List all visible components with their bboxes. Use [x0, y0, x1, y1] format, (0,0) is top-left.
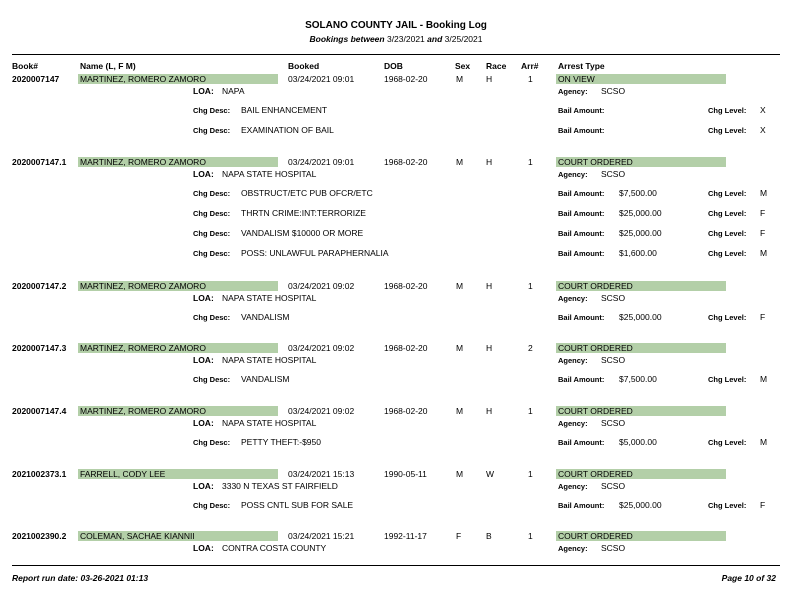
sex: M	[456, 157, 464, 167]
book-number: 2020007147.2	[12, 281, 67, 291]
bail-amount: $25,000.00	[619, 208, 662, 218]
col-race: Race	[486, 61, 507, 71]
arrest-type: COURT ORDERED	[556, 343, 726, 353]
col-arrest-type: Arrest Type	[558, 61, 605, 71]
booked-datetime: 03/24/2021 15:13	[288, 469, 355, 479]
arrest-number: 1	[528, 157, 533, 167]
date-of-birth: 1990-05-11	[384, 469, 427, 479]
agency-value: SCSO	[601, 86, 626, 96]
subtitle-prefix: Bookings between	[309, 34, 385, 44]
agency-label: Agency:	[558, 170, 588, 179]
charge-level: F	[760, 228, 766, 238]
booked-datetime: 03/24/2021 09:02	[288, 406, 355, 416]
sex: M	[456, 469, 464, 479]
arrest-type: COURT ORDERED	[556, 281, 726, 291]
charge-description: VANDALISM $10000 OR MORE	[241, 228, 364, 238]
start-date: 3/23/2021	[386, 34, 425, 44]
arrest-type: ON VIEW	[556, 74, 726, 84]
chg-desc-label: Chg Desc:	[193, 209, 231, 218]
date-of-birth: 1968-02-20	[384, 343, 428, 353]
bail-amount-label: Bail Amount:	[558, 106, 605, 115]
agency-value: SCSO	[601, 293, 626, 303]
bail-amount-label: Bail Amount:	[558, 249, 605, 258]
arrest-number: 1	[528, 531, 533, 541]
col-dob: DOB	[384, 61, 403, 71]
chg-desc-label: Chg Desc:	[193, 189, 231, 198]
charge-description: PETTY THEFT:-$950	[241, 437, 321, 447]
inmate-name: FARRELL, CODY LEE	[78, 469, 278, 479]
page-number: Page 10 of 32	[721, 573, 776, 583]
race: H	[486, 343, 493, 353]
bail-amount: $5,000.00	[619, 437, 657, 447]
charge-description: THRTN CRIME:INT:TERRORIZE	[241, 208, 366, 218]
report-subtitle	[0, 34, 792, 44]
chg-level-label: Chg Level:	[708, 209, 747, 218]
loa-label: LOA:	[193, 355, 214, 365]
bail-amount: $7,500.00	[619, 374, 657, 384]
loa-label: LOA:	[193, 418, 214, 428]
arrest-number: 1	[528, 406, 533, 416]
date-of-birth: 1968-02-20	[384, 281, 428, 291]
chg-level-label: Chg Level:	[708, 501, 747, 510]
date-of-birth: 1968-02-20	[384, 406, 428, 416]
arrest-type: COURT ORDERED	[556, 406, 726, 416]
book-number: 2020007147.1	[12, 157, 67, 167]
charge-level: M	[760, 437, 768, 447]
charge-description: POSS: UNLAWFUL PARAPHERNALIA	[241, 248, 389, 258]
col-booked: Booked	[288, 61, 320, 71]
agency-value: SCSO	[601, 418, 626, 428]
chg-desc-label: Chg Desc:	[193, 229, 231, 238]
loa-value: 3330 N TEXAS ST FAIRFIELD	[222, 481, 338, 491]
agency-label: Agency:	[558, 419, 588, 428]
loa-label: LOA:	[193, 86, 214, 96]
charge-description: EXAMINATION OF BAIL	[241, 125, 334, 135]
chg-desc-label: Chg Desc:	[193, 249, 231, 258]
inmate-name: MARTINEZ, ROMERO ZAMORO	[78, 343, 278, 353]
bail-amount-label: Bail Amount:	[558, 229, 605, 238]
date-of-birth: 1968-02-20	[384, 74, 428, 84]
end-date: 3/25/2021	[444, 34, 483, 44]
booked-datetime: 03/24/2021 09:01	[288, 157, 355, 167]
chg-level-label: Chg Level:	[708, 438, 747, 447]
booked-datetime: 03/24/2021 15:21	[288, 531, 355, 541]
col-book: Book#	[12, 61, 38, 71]
sex: M	[456, 281, 464, 291]
charge-description: OBSTRUCT/ETC PUB OFCR/ETC	[241, 188, 373, 198]
bail-amount: $25,000.00	[619, 312, 662, 322]
arrest-number: 1	[528, 74, 533, 84]
agency-value: SCSO	[601, 543, 626, 553]
bail-amount-label: Bail Amount:	[558, 189, 605, 198]
charge-level: F	[760, 312, 766, 322]
sex: M	[456, 343, 464, 353]
loa-value: NAPA STATE HOSPITAL	[222, 355, 317, 365]
loa-value: NAPA STATE HOSPITAL	[222, 293, 317, 303]
loa-value: CONTRA COSTA COUNTY	[222, 543, 327, 553]
header-rule	[12, 54, 780, 55]
agency-label: Agency:	[558, 544, 588, 553]
chg-level-label: Chg Level:	[708, 189, 747, 198]
race: H	[486, 74, 493, 84]
sex: M	[456, 406, 464, 416]
charge-description: POSS CNTL SUB FOR SALE	[241, 500, 354, 510]
bail-amount-label: Bail Amount:	[558, 438, 605, 447]
booked-datetime: 03/24/2021 09:01	[288, 74, 355, 84]
chg-level-label: Chg Level:	[708, 249, 747, 258]
inmate-name: MARTINEZ, ROMERO ZAMORO	[78, 157, 278, 167]
loa-label: LOA:	[193, 169, 214, 179]
inmate-name: MARTINEZ, ROMERO ZAMORO	[78, 74, 278, 84]
chg-desc-label: Chg Desc:	[193, 438, 231, 447]
date-of-birth: 1968-02-20	[384, 157, 428, 167]
arrest-type: COURT ORDERED	[556, 469, 726, 479]
col-name: Name (L, F M)	[80, 61, 136, 71]
bail-amount: $25,000.00	[619, 228, 662, 238]
chg-level-label: Chg Level:	[708, 229, 747, 238]
charge-level: X	[760, 125, 766, 135]
arrest-number: 1	[528, 281, 533, 291]
sex: M	[456, 74, 464, 84]
agency-value: SCSO	[601, 355, 626, 365]
chg-desc-label: Chg Desc:	[193, 313, 231, 322]
bail-amount: $7,500.00	[619, 188, 657, 198]
inmate-name: MARTINEZ, ROMERO ZAMORO	[78, 281, 278, 291]
loa-value: NAPA	[222, 86, 245, 96]
col-sex: Sex	[455, 61, 471, 71]
subtitle-and: and	[427, 34, 443, 44]
chg-desc-label: Chg Desc:	[193, 375, 231, 384]
inmate-name: MARTINEZ, ROMERO ZAMORO	[78, 406, 278, 416]
agency-value: SCSO	[601, 481, 626, 491]
col-arr: Arr#	[521, 61, 539, 71]
inmate-name: COLEMAN, SACHAE KIANNII	[78, 531, 278, 541]
bail-amount: $1,600.00	[619, 248, 657, 258]
charge-level: M	[760, 188, 768, 198]
chg-desc-label: Chg Desc:	[193, 126, 231, 135]
book-number: 2020007147.4	[12, 406, 67, 416]
bail-amount-label: Bail Amount:	[558, 209, 605, 218]
race: B	[486, 531, 492, 541]
charge-level: F	[760, 500, 766, 510]
loa-value: NAPA STATE HOSPITAL	[222, 418, 317, 428]
agency-label: Agency:	[558, 482, 588, 491]
chg-level-label: Chg Level:	[708, 313, 747, 322]
loa-label: LOA:	[193, 293, 214, 303]
charge-description: VANDALISM	[241, 312, 290, 322]
bail-amount: $25,000.00	[619, 500, 662, 510]
book-number: 2020007147	[12, 74, 60, 84]
book-number: 2020007147.3	[12, 343, 67, 353]
bail-amount-label: Bail Amount:	[558, 375, 605, 384]
agency-value: SCSO	[601, 169, 626, 179]
arrest-number: 1	[528, 469, 533, 479]
sex: F	[456, 531, 462, 541]
chg-level-label: Chg Level:	[708, 375, 747, 384]
chg-desc-label: Chg Desc:	[193, 106, 231, 115]
bail-amount-label: Bail Amount:	[558, 313, 605, 322]
agency-label: Agency:	[558, 294, 588, 303]
book-number: 2021002373.1	[12, 469, 67, 479]
booked-datetime: 03/24/2021 09:02	[288, 281, 355, 291]
bail-amount-label: Bail Amount:	[558, 501, 605, 510]
race: H	[486, 406, 493, 416]
arrest-number: 2	[528, 343, 533, 353]
charge-level: M	[760, 374, 768, 384]
arrest-type: COURT ORDERED	[556, 157, 726, 167]
bail-amount-label: Bail Amount:	[558, 126, 605, 135]
charge-level: F	[760, 208, 766, 218]
chg-level-label: Chg Level:	[708, 106, 747, 115]
date-of-birth: 1992-11-17	[384, 531, 427, 541]
booked-datetime: 03/24/2021 09:02	[288, 343, 355, 353]
chg-level-label: Chg Level:	[708, 126, 747, 135]
report-run-date: Report run date: 03-26-2021 01:13	[12, 573, 149, 583]
agency-label: Agency:	[558, 356, 588, 365]
loa-value: NAPA STATE HOSPITAL	[222, 169, 317, 179]
report-title: SOLANO COUNTY JAIL - Booking Log	[305, 20, 487, 31]
charge-description: VANDALISM	[241, 374, 290, 384]
loa-label: LOA:	[193, 481, 214, 491]
agency-label: Agency:	[558, 87, 588, 96]
charge-description: BAIL ENHANCEMENT	[241, 105, 328, 115]
book-number: 2021002390.2	[12, 531, 67, 541]
race: H	[486, 157, 493, 167]
charge-level: X	[760, 105, 766, 115]
loa-label: LOA:	[193, 543, 214, 553]
race: H	[486, 281, 493, 291]
footer-rule	[12, 565, 780, 566]
race: W	[486, 469, 495, 479]
arrest-type: COURT ORDERED	[556, 531, 726, 541]
charge-level: M	[760, 248, 768, 258]
chg-desc-label: Chg Desc:	[193, 501, 231, 510]
